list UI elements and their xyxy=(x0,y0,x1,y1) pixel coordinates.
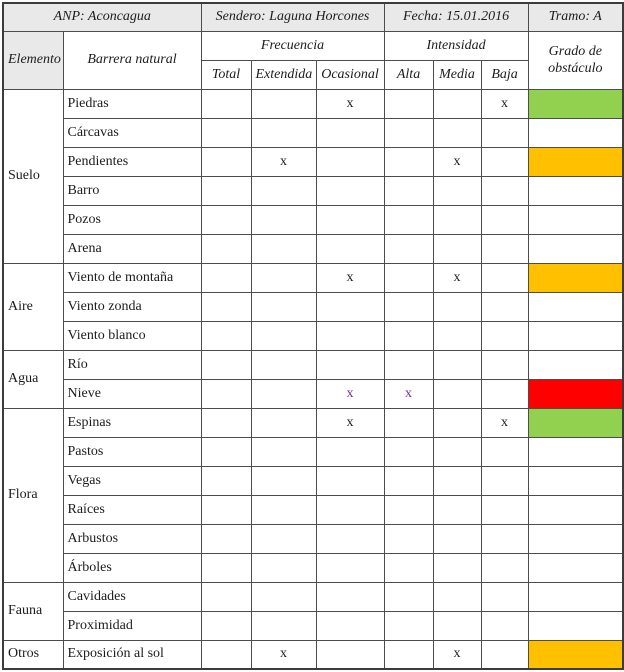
mark-cell-ocasional xyxy=(316,321,384,350)
mark-cell-total xyxy=(201,495,251,524)
grado-color-cell xyxy=(528,147,623,176)
grado-column-header: Grado de obstáculo xyxy=(528,31,623,89)
barrera-label: Piedras xyxy=(63,89,201,118)
mark-cell-ocasional xyxy=(316,640,384,669)
mark-cell-extendida xyxy=(251,408,316,437)
grado-color-cell xyxy=(528,118,623,147)
grado-color-cell xyxy=(528,205,623,234)
mark-cell-baja xyxy=(481,611,528,640)
elemento-group-label: Aire xyxy=(3,263,63,350)
mark-cell-baja xyxy=(481,640,528,669)
mark-cell-extendida xyxy=(251,350,316,379)
mark-cell-baja xyxy=(481,437,528,466)
grado-color-cell xyxy=(528,321,623,350)
mark-cell-alta xyxy=(384,553,433,582)
mark-cell-baja xyxy=(481,553,528,582)
mark-cell-media xyxy=(433,234,481,263)
mark-cell-total xyxy=(201,611,251,640)
mark-cell-extendida xyxy=(251,466,316,495)
group-header-row xyxy=(3,31,623,60)
barrera-label: Arbustos xyxy=(63,524,201,553)
mark-cell-extendida xyxy=(251,89,316,118)
mark-cell-media xyxy=(433,437,481,466)
table-row xyxy=(3,118,623,147)
mark-cell-media xyxy=(433,495,481,524)
mark-cell-alta xyxy=(384,408,433,437)
ocasional-column-header: Ocasional xyxy=(316,60,384,89)
table-row xyxy=(3,466,623,495)
mark-cell-alta xyxy=(384,495,433,524)
mark-cell-total xyxy=(201,321,251,350)
elemento-group-label: Flora xyxy=(3,408,63,582)
mark-cell-alta xyxy=(384,321,433,350)
mark-cell-extendida: x xyxy=(251,147,316,176)
mark-cell-total xyxy=(201,147,251,176)
mark-cell-baja xyxy=(481,147,528,176)
table-row xyxy=(3,379,623,408)
grado-color-cell xyxy=(528,524,623,553)
mark-cell-extendida xyxy=(251,118,316,147)
mark-cell-extendida xyxy=(251,553,316,582)
mark-cell-total xyxy=(201,118,251,147)
grado-color-cell xyxy=(528,466,623,495)
mark-cell-media xyxy=(433,292,481,321)
barrera-label: Viento blanco xyxy=(63,321,201,350)
mark-cell-baja xyxy=(481,582,528,611)
mark-cell-alta xyxy=(384,205,433,234)
mark-cell-ocasional: x xyxy=(316,379,384,408)
mark-cell-alta xyxy=(384,118,433,147)
barrera-label: Raíces xyxy=(63,495,201,524)
mark-cell-extendida xyxy=(251,321,316,350)
mark-cell-ocasional xyxy=(316,524,384,553)
extendida-column-header: Extendida xyxy=(251,60,316,89)
mark-cell-alta xyxy=(384,437,433,466)
grado-color-cell xyxy=(528,553,623,582)
mark-cell-ocasional xyxy=(316,350,384,379)
mark-cell-total xyxy=(201,640,251,669)
mark-cell-media xyxy=(433,118,481,147)
grado-color-cell xyxy=(528,379,623,408)
grado-color-cell xyxy=(528,408,623,437)
mark-cell-total xyxy=(201,379,251,408)
table-row xyxy=(3,495,623,524)
table-row xyxy=(3,147,623,176)
barrera-label: Cavidades xyxy=(63,582,201,611)
mark-cell-total xyxy=(201,437,251,466)
table-body xyxy=(3,89,623,669)
mark-cell-extendida xyxy=(251,524,316,553)
mark-cell-ocasional xyxy=(316,118,384,147)
mark-cell-media xyxy=(433,553,481,582)
mark-cell-alta: x xyxy=(384,379,433,408)
mark-cell-total xyxy=(201,205,251,234)
mark-cell-extendida: x xyxy=(251,640,316,669)
mark-cell-alta xyxy=(384,466,433,495)
mark-cell-alta xyxy=(384,582,433,611)
mark-cell-alta xyxy=(384,640,433,669)
table-row xyxy=(3,553,623,582)
table-row xyxy=(3,205,623,234)
grado-color-cell xyxy=(528,350,623,379)
mark-cell-total xyxy=(201,176,251,205)
mark-cell-total xyxy=(201,292,251,321)
mark-cell-extendida xyxy=(251,176,316,205)
barrera-label: Arena xyxy=(63,234,201,263)
mark-cell-total xyxy=(201,524,251,553)
mark-cell-alta xyxy=(384,292,433,321)
mark-cell-ocasional xyxy=(316,147,384,176)
mark-cell-baja xyxy=(481,466,528,495)
mark-cell-alta xyxy=(384,350,433,379)
table-row xyxy=(3,292,623,321)
barrera-label: Exposición al sol xyxy=(63,640,201,669)
mark-cell-baja xyxy=(481,524,528,553)
table-row xyxy=(3,263,623,292)
barrera-label: Río xyxy=(63,350,201,379)
table-row xyxy=(3,176,623,205)
mark-cell-ocasional xyxy=(316,466,384,495)
table-row xyxy=(3,89,623,118)
mark-cell-alta xyxy=(384,263,433,292)
mark-cell-media xyxy=(433,379,481,408)
barrera-label: Vegas xyxy=(63,466,201,495)
grado-color-cell xyxy=(528,437,623,466)
mark-cell-baja xyxy=(481,495,528,524)
mark-cell-baja xyxy=(481,118,528,147)
barrera-label: Nieve xyxy=(63,379,201,408)
mark-cell-ocasional xyxy=(316,582,384,611)
mark-cell-ocasional xyxy=(316,611,384,640)
mark-cell-media: x xyxy=(433,263,481,292)
mark-cell-extendida xyxy=(251,263,316,292)
mark-cell-media: x xyxy=(433,640,481,669)
grado-color-cell xyxy=(528,582,623,611)
mark-cell-alta xyxy=(384,89,433,118)
table-row xyxy=(3,234,623,263)
mark-cell-alta xyxy=(384,176,433,205)
barrera-column-header: Barrera natural xyxy=(63,31,201,89)
mark-cell-ocasional: x xyxy=(316,408,384,437)
mark-cell-media xyxy=(433,611,481,640)
grado-color-cell xyxy=(528,263,623,292)
elemento-group-label: Suelo xyxy=(3,89,63,263)
mark-cell-ocasional xyxy=(316,495,384,524)
mark-cell-media xyxy=(433,582,481,611)
table-row xyxy=(3,582,623,611)
mark-cell-media xyxy=(433,89,481,118)
grado-color-cell xyxy=(528,292,623,321)
table-row xyxy=(3,640,623,669)
table-row xyxy=(3,321,623,350)
mark-cell-baja xyxy=(481,176,528,205)
mark-cell-media xyxy=(433,408,481,437)
table-row xyxy=(3,437,623,466)
elemento-group-label: Otros xyxy=(3,640,63,669)
elemento-group-label: Agua xyxy=(3,350,63,408)
mark-cell-baja xyxy=(481,321,528,350)
barrier-table xyxy=(2,2,624,670)
barrera-label: Pastos xyxy=(63,437,201,466)
mark-cell-baja xyxy=(481,292,528,321)
barrera-label: Árboles xyxy=(63,553,201,582)
elemento-column-header: Elemento xyxy=(3,31,63,89)
total-column-header: Total xyxy=(201,60,251,89)
intensidad-group-header: Intensidad xyxy=(384,31,528,60)
mark-cell-ocasional xyxy=(316,437,384,466)
anp-label: ANP: Aconcagua xyxy=(3,3,201,31)
grado-color-cell xyxy=(528,176,623,205)
elemento-group-label: Fauna xyxy=(3,582,63,640)
table-row xyxy=(3,611,623,640)
mark-cell-ocasional: x xyxy=(316,89,384,118)
mark-cell-baja xyxy=(481,263,528,292)
alta-column-header: Alta xyxy=(384,60,433,89)
mark-cell-media: x xyxy=(433,147,481,176)
mark-cell-extendida xyxy=(251,379,316,408)
mark-cell-total xyxy=(201,263,251,292)
mark-cell-total xyxy=(201,89,251,118)
barrera-label: Viento zonda xyxy=(63,292,201,321)
grado-color-cell xyxy=(528,611,623,640)
mark-cell-extendida xyxy=(251,292,316,321)
mark-cell-media xyxy=(433,466,481,495)
table-row xyxy=(3,524,623,553)
grado-color-cell xyxy=(528,495,623,524)
mark-cell-baja: x xyxy=(481,89,528,118)
table-row xyxy=(3,350,623,379)
meta-header-row xyxy=(3,3,623,31)
mark-cell-baja xyxy=(481,234,528,263)
mark-cell-extendida xyxy=(251,495,316,524)
mark-cell-ocasional xyxy=(316,205,384,234)
mark-cell-baja: x xyxy=(481,408,528,437)
mark-cell-media xyxy=(433,176,481,205)
grado-color-cell xyxy=(528,234,623,263)
frecuencia-group-header: Frecuencia xyxy=(201,31,384,60)
barrera-label: Pozos xyxy=(63,205,201,234)
mark-cell-baja xyxy=(481,350,528,379)
barrera-label: Barro xyxy=(63,176,201,205)
barrera-label: Espinas xyxy=(63,408,201,437)
grado-color-cell xyxy=(528,89,623,118)
barrera-label: Proximidad xyxy=(63,611,201,640)
mark-cell-alta xyxy=(384,234,433,263)
mark-cell-total xyxy=(201,466,251,495)
mark-cell-ocasional xyxy=(316,553,384,582)
mark-cell-extendida xyxy=(251,234,316,263)
grado-color-cell xyxy=(528,640,623,669)
mark-cell-media xyxy=(433,205,481,234)
mark-cell-ocasional: x xyxy=(316,263,384,292)
mark-cell-total xyxy=(201,553,251,582)
tramo-label: Tramo: A xyxy=(528,3,623,31)
barrera-label: Pendientes xyxy=(63,147,201,176)
mark-cell-ocasional xyxy=(316,292,384,321)
mark-cell-extendida xyxy=(251,205,316,234)
baja-column-header: Baja xyxy=(481,60,528,89)
mark-cell-media xyxy=(433,350,481,379)
mark-cell-ocasional xyxy=(316,234,384,263)
mark-cell-total xyxy=(201,582,251,611)
mark-cell-media xyxy=(433,524,481,553)
mark-cell-baja xyxy=(481,379,528,408)
mark-cell-extendida xyxy=(251,582,316,611)
mark-cell-extendida xyxy=(251,437,316,466)
sendero-label: Sendero: Laguna Horcones xyxy=(201,3,384,31)
table-row xyxy=(3,408,623,437)
mark-cell-extendida xyxy=(251,611,316,640)
mark-cell-ocasional xyxy=(316,176,384,205)
mark-cell-total xyxy=(201,408,251,437)
mark-cell-alta xyxy=(384,611,433,640)
barrera-label: Cárcavas xyxy=(63,118,201,147)
fecha-label: Fecha: 15.01.2016 xyxy=(384,3,528,31)
mark-cell-total xyxy=(201,350,251,379)
mark-cell-media xyxy=(433,321,481,350)
mark-cell-total xyxy=(201,234,251,263)
mark-cell-alta xyxy=(384,147,433,176)
media-column-header: Media xyxy=(433,60,481,89)
mark-cell-alta xyxy=(384,524,433,553)
barrera-label: Viento de montaña xyxy=(63,263,201,292)
mark-cell-baja xyxy=(481,205,528,234)
